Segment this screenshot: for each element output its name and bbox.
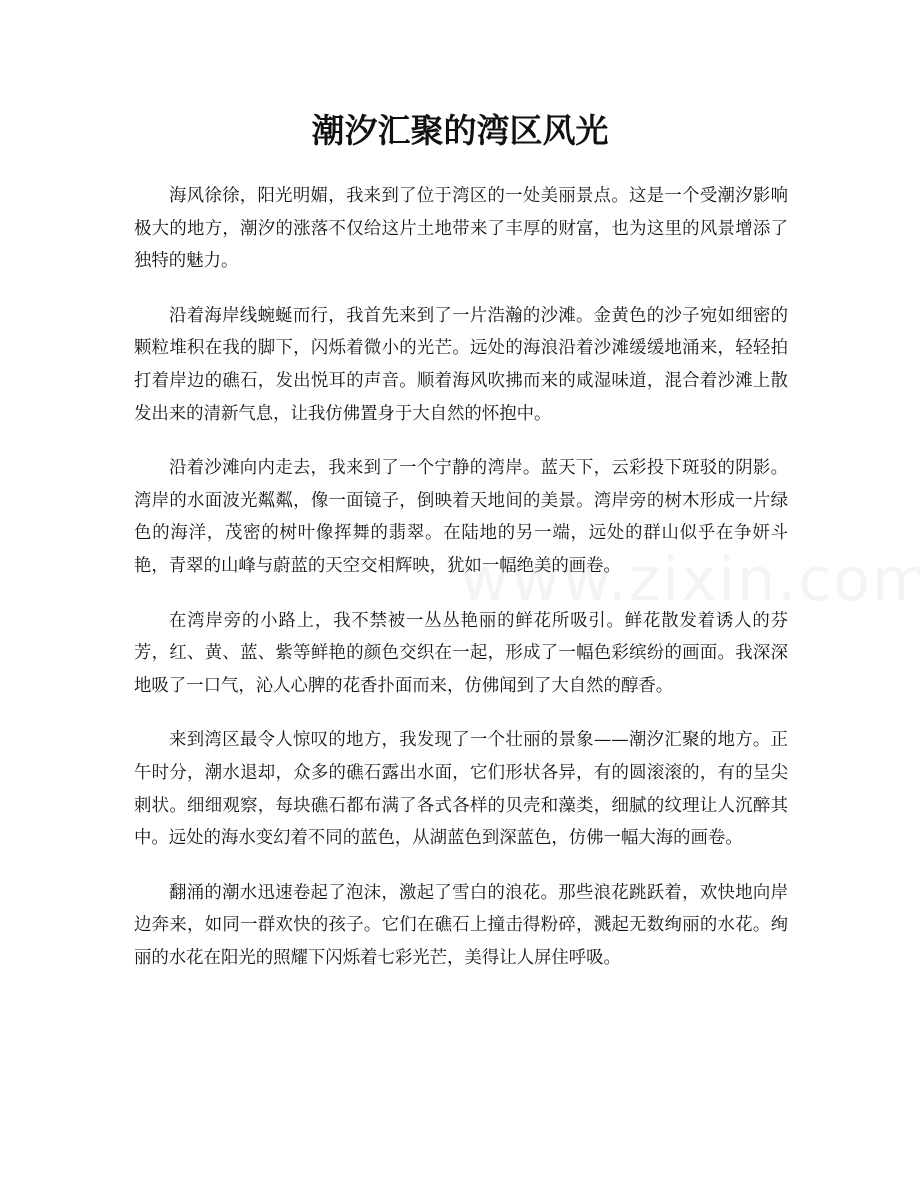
paragraph-6: 翻涌的潮水迅速卷起了泡沫，激起了雪白的浪花。那些浪花跳跃着，欢快地向岸边奔来，如同一群欢快的孩子。它们在礁石上撞击得粉碎，溅起无数绚丽的水花。绚丽的水花在阳光的照耀下闪烁着七彩光芒，美得让人屏住呼吸。: [134, 882, 788, 968]
paragraph-5: 来到湾区最令人惊叹的地方，我发现了一个壮丽的景象——潮汐汇聚的地方。正午时分，潮水退却，众多的礁石露出水面，它们形状各异，有的圆滚滚的，有的呈尖刺状。细细观察，每块礁石都布满了各式各样的贝壳和藻类，细腻的纹理让人沉醉其中。远处的海水变幻着不同的蓝色，从湖蓝色到深蓝色，仿佛一幅大海的画卷。: [134, 730, 788, 849]
paragraph-1: 海风徐徐，阳光明媚，我来到了位于湾区的一处美丽景点。这是一个受潮汐影响极大的地方，潮汐的涨落不仅给这片土地带来了丰厚的财富，也为这里的风景增添了独特的魅力。: [134, 186, 788, 272]
paragraph-4: 在湾岸旁的小路上，我不禁被一丛丛艳丽的鲜花所吸引。鲜花散发着诱人的芬芳，红、黄、蓝、紫等鲜艳的颜色交织在一起，形成了一幅色彩缤纷的画面。我深深地吸了一口气，沁人心脾的花香扑面而来，仿佛闻到了大自然的醇香。: [134, 610, 788, 696]
document-title: 潮汐汇聚的湾区风光: [311, 111, 609, 150]
document-body: [134, 180, 788, 996]
paragraph-2: 沿着海岸线蜿蜒而行，我首先来到了一片浩瀚的沙滩。金黄色的沙子宛如细密的颗粒堆积在我的脚下，闪烁着微小的光芒。远处的海浪沿着沙滩缓缓地涌来，轻轻拍打着岸边的礁石，发出悦耳的声音。顺着海风吹拂而来的咸湿味道，混合着沙滩上散发出来的清新气息，让我仿佛置身于大自然的怀抱中。: [134, 305, 788, 424]
paragraph-3: 沿着沙滩向内走去，我来到了一个宁静的湾岸。蓝天下，云彩投下斑驳的阴影。湾岸的水面波光粼粼，像一面镜子，倒映着天地间的美景。湾岸旁的树木形成一片绿色的海洋，茂密的树叶像挥舞的翡翠。在陆地的另一端，远处的群山似乎在争妍斗艳，青翠的山峰与蔚蓝的天空交相辉映，犹如一幅绝美的画卷。: [134, 458, 788, 576]
